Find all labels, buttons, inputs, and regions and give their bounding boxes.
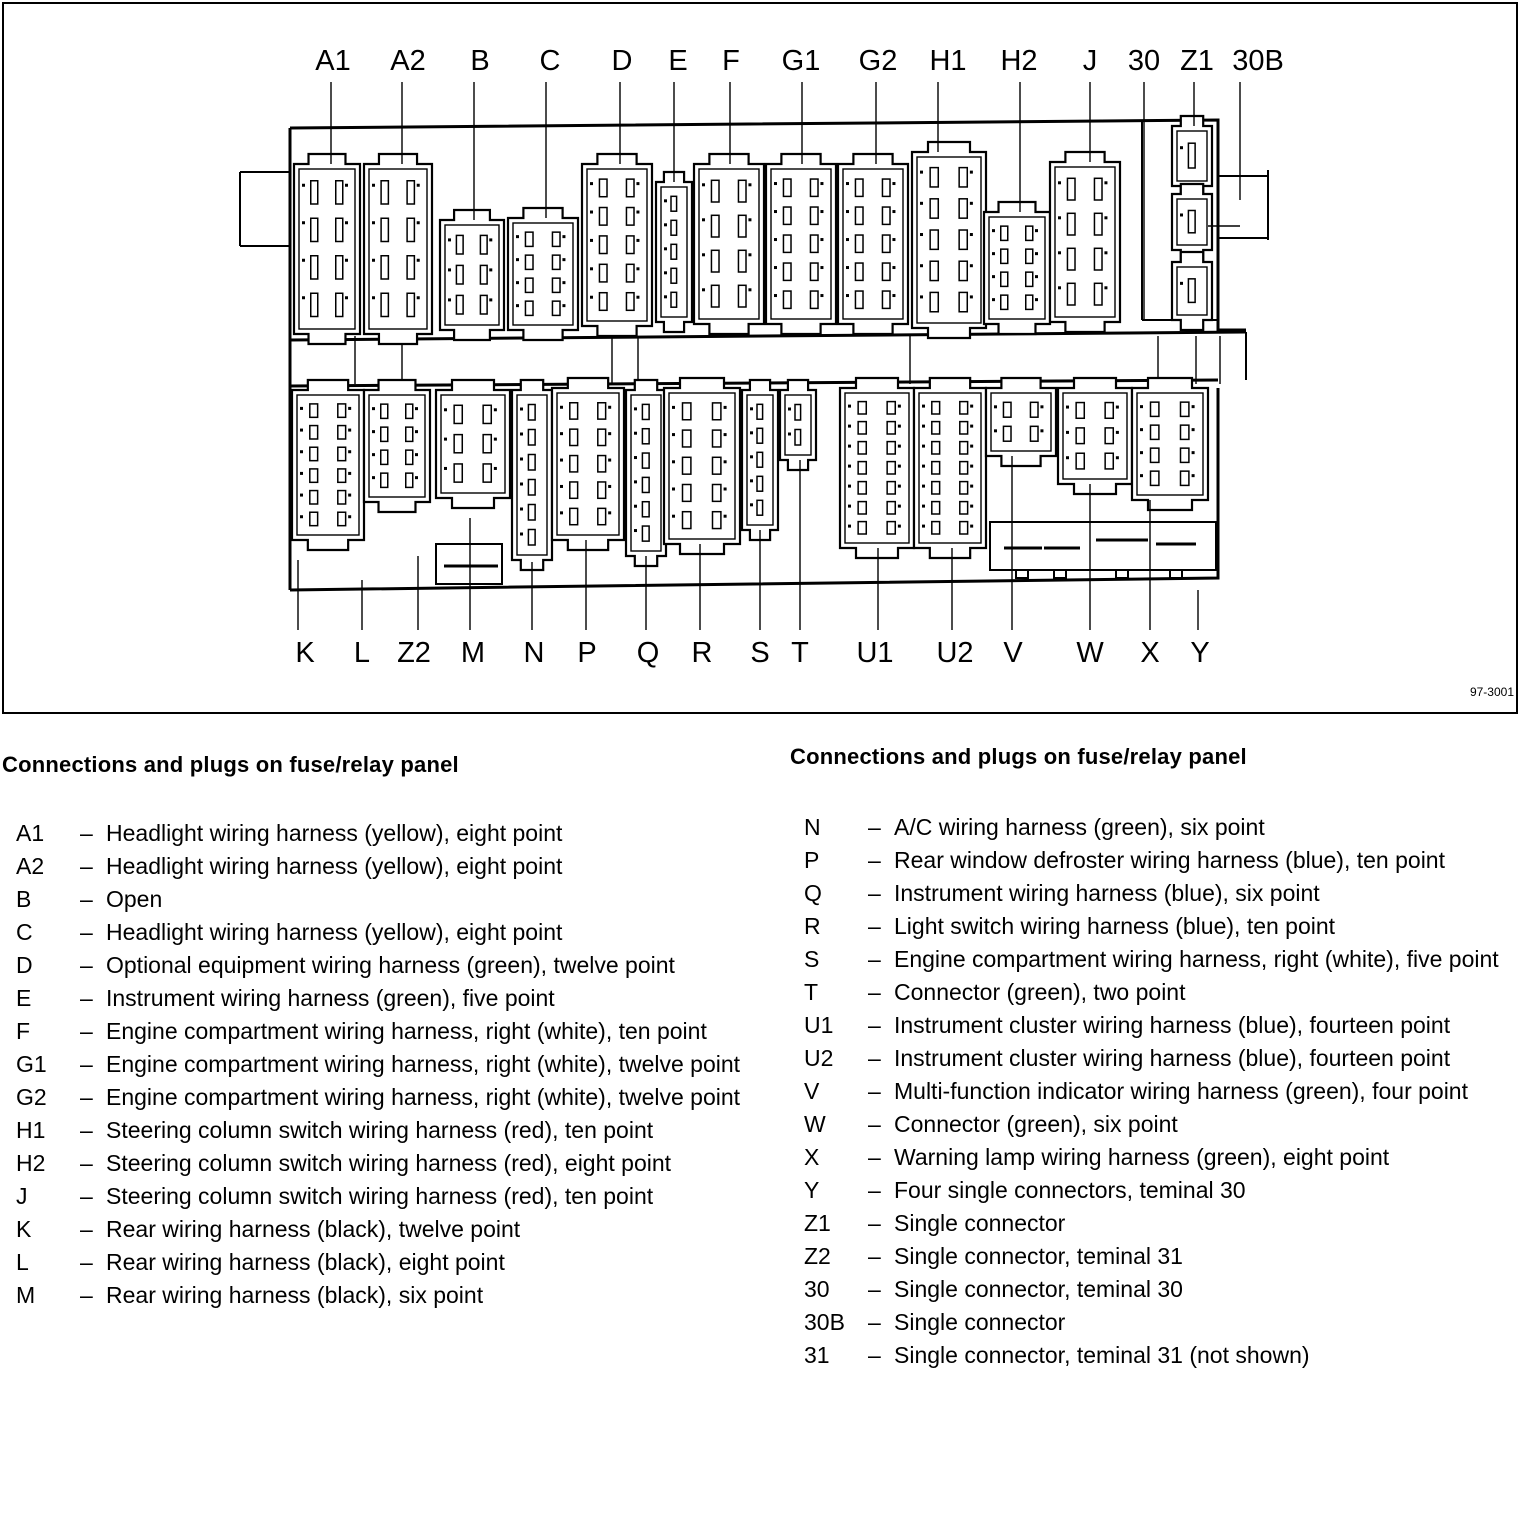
legend-key: S: [804, 946, 820, 972]
top-connector-plug: [294, 154, 360, 344]
legend-key: J: [16, 1183, 28, 1209]
panel-divider-upper: [290, 332, 1246, 340]
legend-entry: [804, 1042, 1524, 1075]
top-connector-plug: [766, 154, 836, 334]
legend-key: A2: [16, 853, 45, 879]
connector-label: P: [577, 637, 597, 669]
legend-key: M: [16, 1282, 36, 1308]
legend-key: Z1: [804, 1210, 831, 1236]
connector-label: K: [295, 637, 315, 669]
legend-description: Headlight wiring harness (yellow), eight point: [106, 919, 563, 945]
connector-label: S: [750, 637, 770, 669]
legend-dash: –: [80, 1249, 93, 1275]
legend-entry: [804, 1141, 1524, 1174]
legend-key: E: [16, 985, 32, 1011]
bottom-connector-plug: [292, 380, 364, 550]
legend-description: Engine compartment wiring harness, right (white), twelve point: [106, 1084, 741, 1110]
connector-label: A1: [315, 45, 351, 77]
legend-dash: –: [868, 979, 881, 1005]
legend-dash: –: [868, 946, 881, 972]
legend-entry: [804, 1207, 1524, 1240]
top-connector-plug: [1172, 252, 1212, 330]
legend-description: Engine compartment wiring harness, right (white), twelve point: [106, 1051, 741, 1077]
legend-key: 30B: [804, 1309, 845, 1335]
legend-entry: [804, 943, 1524, 976]
bottom-connector-plug: [914, 378, 986, 558]
legend-dash: –: [80, 1150, 93, 1176]
legend-key: 31: [804, 1342, 830, 1368]
legend-entry: [16, 817, 776, 850]
legend-description: Instrument wiring harness (blue), six point: [894, 880, 1320, 906]
bottom-connector-plug: [840, 378, 914, 558]
legend-description: Rear wiring harness (black), twelve point: [106, 1216, 521, 1242]
legend-description: Single connector: [894, 1210, 1066, 1236]
legend-entry: [804, 1273, 1524, 1306]
connector-label: W: [1076, 637, 1104, 669]
bottom-connector-plug: [1132, 378, 1208, 510]
legend-dash: –: [868, 1144, 881, 1170]
connector-label: T: [791, 637, 809, 669]
legend-entry: [16, 1048, 776, 1081]
legend-key: T: [804, 979, 819, 1005]
legend-dash: –: [80, 919, 93, 945]
top-connector-plug: [984, 202, 1050, 334]
figure-code: 97-3001: [1469, 685, 1514, 699]
terminal-foot: [1116, 570, 1128, 578]
legend-description: Instrument cluster wiring harness (blue), fourteen point: [894, 1045, 1451, 1071]
connector-label: 30: [1127, 45, 1161, 77]
legend-key: X: [804, 1144, 820, 1170]
legend-description: Instrument cluster wiring harness (blue), fourteen point: [894, 1012, 1451, 1038]
connector-label: R: [691, 637, 713, 669]
legend-right-list: [804, 811, 1524, 1372]
legend-dash: –: [868, 880, 881, 906]
legend-key: R: [804, 913, 821, 939]
connector-label: M: [460, 637, 486, 669]
top-connector-plug: [694, 154, 764, 334]
legend-key: Z2: [804, 1243, 831, 1269]
top-connector-plug: [440, 210, 504, 340]
connector-label: A2: [390, 45, 426, 77]
connector-label: N: [523, 637, 545, 669]
legend-key: U1: [804, 1012, 834, 1038]
legend-entry: [804, 1174, 1524, 1207]
top-connector-plug: [364, 154, 432, 344]
legend-description: Headlight wiring harness (yellow), eight point: [106, 820, 563, 846]
legend-entry: [804, 1009, 1524, 1042]
top-connector-plug: [1172, 184, 1212, 260]
connector-label: Y: [1190, 637, 1210, 669]
legend-dash: –: [80, 985, 93, 1011]
bottom-connector-plug: [626, 380, 666, 566]
legend-dash: –: [868, 1243, 881, 1269]
bottom-connector-plug: [742, 380, 778, 540]
top-connector-plug: [656, 172, 692, 332]
connector-label: Q: [636, 637, 660, 669]
legend-dash: –: [868, 913, 881, 939]
legend-description: Steering column switch wiring harness (red), ten point: [106, 1117, 654, 1143]
legend-dash: –: [80, 952, 93, 978]
connector-label: G1: [781, 45, 821, 77]
legend-dash: –: [868, 1210, 881, 1236]
legend-key: F: [16, 1018, 31, 1044]
connector-label: V: [1003, 637, 1023, 669]
legend-dash: –: [80, 1183, 93, 1209]
connector-label: J: [1082, 45, 1098, 77]
legend-entry: [804, 877, 1524, 910]
connector-label: H2: [1000, 45, 1038, 77]
connector-label: G2: [858, 45, 898, 77]
legend-entry: [804, 910, 1524, 943]
legend-entry: [804, 1306, 1524, 1339]
bottom-connector-plug: [664, 378, 740, 554]
legend-description: Rear window defroster wiring harness (blue), ten point: [894, 847, 1445, 873]
legend-right-title: Connections and plugs on fuse/relay panel: [790, 744, 1247, 769]
legend-description: Single connector: [894, 1309, 1066, 1335]
bottom-connector-plug: [512, 380, 552, 570]
bottom-connector-plug: [780, 380, 816, 470]
single-connector-z2: [436, 544, 502, 584]
legend-left-list: [16, 817, 776, 1312]
legend-key: 30: [804, 1276, 830, 1302]
terminal-foot: [1054, 570, 1066, 578]
legend-entry: [16, 1114, 776, 1147]
legend-dash: –: [868, 1309, 881, 1335]
legend-dash: –: [868, 1045, 881, 1071]
legend-entry: [16, 949, 776, 982]
bottom-connector-plug: [436, 380, 510, 508]
legend-description: Steering column switch wiring harness (red), ten point: [106, 1183, 654, 1209]
legend-entry: [804, 811, 1524, 844]
bottom-connector-plug: [1058, 378, 1132, 494]
legend-entry: [16, 850, 776, 883]
legend-dash: –: [80, 853, 93, 879]
legend-key: Y: [804, 1177, 820, 1203]
legend-dash: –: [868, 1111, 881, 1137]
legend-key: C: [16, 919, 33, 945]
legend-entry: [16, 1246, 776, 1279]
legend-key: G1: [16, 1051, 47, 1077]
legend-description: Optional equipment wiring harness (green), twelve point: [106, 952, 675, 978]
connector-label: U1: [856, 637, 894, 669]
legend-key: A1: [16, 820, 45, 846]
legend-entry: [804, 1075, 1524, 1108]
legend-entry: [804, 1339, 1524, 1372]
top-connector-plug: [508, 208, 578, 340]
legend-entry: [16, 1015, 776, 1048]
legend-key: U2: [804, 1045, 834, 1071]
bottom-connector-plug: [986, 378, 1056, 466]
connector-label: D: [611, 45, 633, 77]
legend-dash: –: [80, 1282, 93, 1308]
legend-key: W: [804, 1111, 826, 1137]
legend-key: H1: [16, 1117, 46, 1143]
connector-label: 30B: [1232, 45, 1284, 77]
legend-key: K: [16, 1216, 32, 1242]
legend-dash: –: [80, 1018, 93, 1044]
top-connector-plug: [582, 154, 652, 336]
terminal-foot: [1016, 570, 1028, 578]
legend-description: Engine compartment wiring harness, right (white), five point: [894, 946, 1499, 972]
legend-entry: [804, 844, 1524, 877]
fuse-relay-panel-diagram: [0, 0, 1536, 720]
legend-description: Four single connectors, teminal 30: [894, 1177, 1246, 1203]
legend-key: B: [16, 886, 32, 912]
legend-description: Instrument wiring harness (green), five point: [106, 985, 555, 1011]
legend-description: Rear wiring harness (black), six point: [106, 1282, 484, 1308]
top-connector-plug: [912, 142, 986, 338]
legend-description: Single connector, teminal 30: [894, 1276, 1183, 1302]
legend-dash: –: [868, 847, 881, 873]
legend-description: Engine compartment wiring harness, right (white), ten point: [106, 1018, 707, 1044]
legend-entry: [804, 1240, 1524, 1273]
legend-dash: –: [868, 1012, 881, 1038]
legend-description: Connector (green), two point: [894, 979, 1186, 1005]
legend-key: P: [804, 847, 820, 873]
legend-entry: [16, 916, 776, 949]
top-connector-plug: [1050, 152, 1120, 332]
legend-entry: [16, 982, 776, 1015]
legend-key: H2: [16, 1150, 46, 1176]
legend-dash: –: [868, 1342, 881, 1368]
legend-dash: –: [80, 1084, 93, 1110]
legend-key: N: [804, 814, 821, 840]
legend-dash: –: [868, 1078, 881, 1104]
legend-dash: –: [80, 820, 93, 846]
legend-entry: [16, 1081, 776, 1114]
legend-description: Multi-function indicator wiring harness (green), four point: [894, 1078, 1468, 1104]
legend-dash: –: [868, 814, 881, 840]
legend-entry: [16, 1279, 776, 1312]
bottom-connector-plug: [364, 380, 430, 512]
connector-label: Z1: [1180, 45, 1214, 77]
legend-description: Connector (green), six point: [894, 1111, 1178, 1137]
legend-key: V: [804, 1078, 820, 1104]
terminal-block-y: [990, 522, 1216, 570]
connector-label: H1: [929, 45, 967, 77]
legend-key: Q: [804, 880, 822, 906]
legend-key: D: [16, 952, 33, 978]
legend-description: Headlight wiring harness (yellow), eight point: [106, 853, 563, 879]
legend-key: L: [16, 1249, 29, 1275]
legend-description: Rear wiring harness (black), eight point: [106, 1249, 505, 1275]
legend-description: Single connector, teminal 31 (not shown): [894, 1342, 1310, 1368]
legend-entry: [804, 976, 1524, 1009]
connector-label: L: [353, 637, 371, 669]
connector-label: X: [1140, 637, 1160, 669]
legend-dash: –: [80, 1117, 93, 1143]
legend-dash: –: [80, 1051, 93, 1077]
legend-description: Warning lamp wiring harness (green), eight point: [894, 1144, 1390, 1170]
legend-description: A/C wiring harness (green), six point: [894, 814, 1265, 840]
legend-dash: –: [80, 1216, 93, 1242]
legend-description: Open: [106, 886, 163, 912]
legend-dash: –: [868, 1276, 881, 1302]
connector-label: E: [668, 45, 688, 77]
top-connector-plug: [838, 154, 908, 334]
terminal-foot: [1170, 570, 1182, 578]
legend-entry: [804, 1108, 1524, 1141]
legend-description: Steering column switch wiring harness (red), eight point: [106, 1150, 672, 1176]
connector-label: Z2: [397, 637, 431, 669]
legend-entry: [16, 883, 776, 916]
legend-entry: [16, 1147, 776, 1180]
legend-description: Single connector, teminal 31: [894, 1243, 1183, 1269]
connector-label: C: [539, 45, 561, 77]
legend-left-title: Connections and plugs on fuse/relay panel: [2, 752, 459, 777]
legend-entry: [16, 1180, 776, 1213]
connector-label: U2: [936, 637, 974, 669]
legend-description: Light switch wiring harness (blue), ten point: [894, 913, 1336, 939]
bottom-connector-plug: [552, 378, 624, 550]
connector-label: B: [470, 45, 490, 77]
legend-key: G2: [16, 1084, 47, 1110]
connector-label: F: [722, 45, 740, 77]
legend-dash: –: [80, 886, 93, 912]
legend-dash: –: [868, 1177, 881, 1203]
legend-entry: [16, 1213, 776, 1246]
